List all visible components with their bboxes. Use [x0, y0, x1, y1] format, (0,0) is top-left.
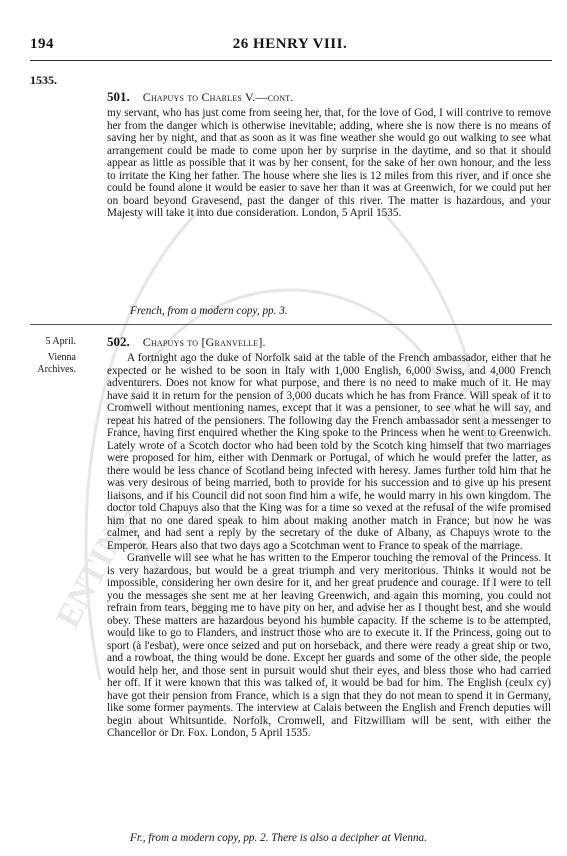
running-head [30, 36, 550, 54]
entry-501-number: 501. [107, 89, 130, 104]
entry-501-source: French, from a modern copy, pp. 3. [130, 305, 288, 317]
archive-line-2: Archives. [37, 364, 76, 375]
svg-text:TORY: TORY [437, 356, 516, 459]
archive-line-1: Vienna [47, 352, 76, 363]
entry-502-number: 502. [107, 334, 130, 349]
entry-501-title: Chapuys to Charles V.—cont. [142, 90, 294, 104]
entry-502-paragraph-2: Granvelle will see what he has written to the Emperor touching the removal of the Princess. It is very hazardous, but would be a great triumph and very meritorious. Thinks it would not be impossible, considering her own desire for it, and her great prudence and courage. If I were to tell you the messages she sent me at her leaving Greenwich, and again this morning, you could not refrain from tears, begging me to have pity on her, and advise her as I thought best, and she would obey. These matters are hazardous beyond his humble capacity. If the scheme is to be attempted, would like to go to Flanders, and instruct those who are to execute it. If the Princess, going out to sport (à l'esbat), were once seized and put on horseback, and there were ready a great ship or two, and a rowboat, the thing would be done. Except her guards and some of the other side, the people would help her, and those sent in pursuit would shut their eyes, and bless those who had carried her off. If it were known that this was talked of, it would be bad for him. The English (ceulx cy) have got their pension from France, which is a sign that they do not mean to spend it in Germany, like some former payments. The interview at Calais between the English and French deputies will begin about Whitsuntide. Norfolk, Cromwell, and Fitzwilliam will be sent, with either the Chancellor or Dr. Fox. London, 5 April 1535. [107, 552, 551, 739]
page-number: 194 [30, 36, 54, 52]
entry-502-body [107, 352, 551, 740]
entry-502-margin-archive [26, 352, 76, 376]
entry-502-title: Chapuys to [Granvelle]. [142, 335, 266, 349]
margin-year: 1535. [30, 73, 57, 87]
entry-501-heading [107, 89, 293, 105]
running-head-title: 26 HENRY VIII. [232, 36, 348, 52]
svg-text:ENTING: ENTING [49, 497, 146, 634]
header-rule [30, 60, 552, 61]
entry-501-body [107, 107, 551, 220]
entry-502-paragraph-1: A fortnight ago the duke of Norfolk said at the table of the French ambassador, either that he expected or he wished to be soon in Italy with 1,000 English, 6,000 Swiss, and 4,000 French adventurers. Does not know for what purpose, and there is no need to make much of it. He may have said it in return for the pension of 3,000 ducats which he has from France. Will speak of it to Cromwell without mentioning names, except that it was a pensioner, to see what he will say, and repeat his hatred of the pensioners. The following day the French ambassador sent a messenger to France, having first enquired whether the King spoke to the Princess when he went to Greenwich. Lately wrote of a Scotch doctor who had been told by the Scotch king himself that two marriages were proposed for him, either with Denmark or Portugal, of which he would prefer the latter, as there would be less chance of Scotland being infected with heresy. James further told him that he was very desirous of being married, both to provide for his succession and to give up his present liaisons, and if his Council did not soon find him a wife, he would marry in his own kingdom. The doctor told Chapuys also that the King was for a time so vexed at the refusal of the wife promised him that no one dared speak to him about making another match in France; but now he was calmer, and had sent a reply by the secretary of the duke of Albany, as Chapuys wrote to the Emperor. Hears also that two days ago a Scotchman went to France to speak of the marriage. [107, 352, 551, 552]
entry-divider [30, 324, 552, 325]
entry-502-margin-date: 5 April. [45, 336, 76, 347]
entry-501-text: my servant, who has just come from seeing her, that, for the love of God, I will contrive to remove her from the danger which is otherwise inevitable; adding, where she is now there is no means of saving her by night, and that as soon as it was fine weather she would go out walking to see what arrangement could be made to come upon her by surprise in the daytime, and so that it should appear as little as possible that it was by her consent, for the sake of her own honour, and the less to irritate the King her father. The house where she lies is 12 miles from this river, and if once she could be found alone it would be easier to save her than it was at Greenwich, for we could put her on board beyond Gravesend, past the danger of this river. The matter is hazardous, and your Majesty will take it into due consideration. London, 5 April 1535. [107, 107, 551, 219]
entry-502-heading [107, 334, 266, 350]
entry-502-source: Fr., from a modern copy, pp. 2. There is also a decipher at Vienna. [130, 832, 427, 844]
